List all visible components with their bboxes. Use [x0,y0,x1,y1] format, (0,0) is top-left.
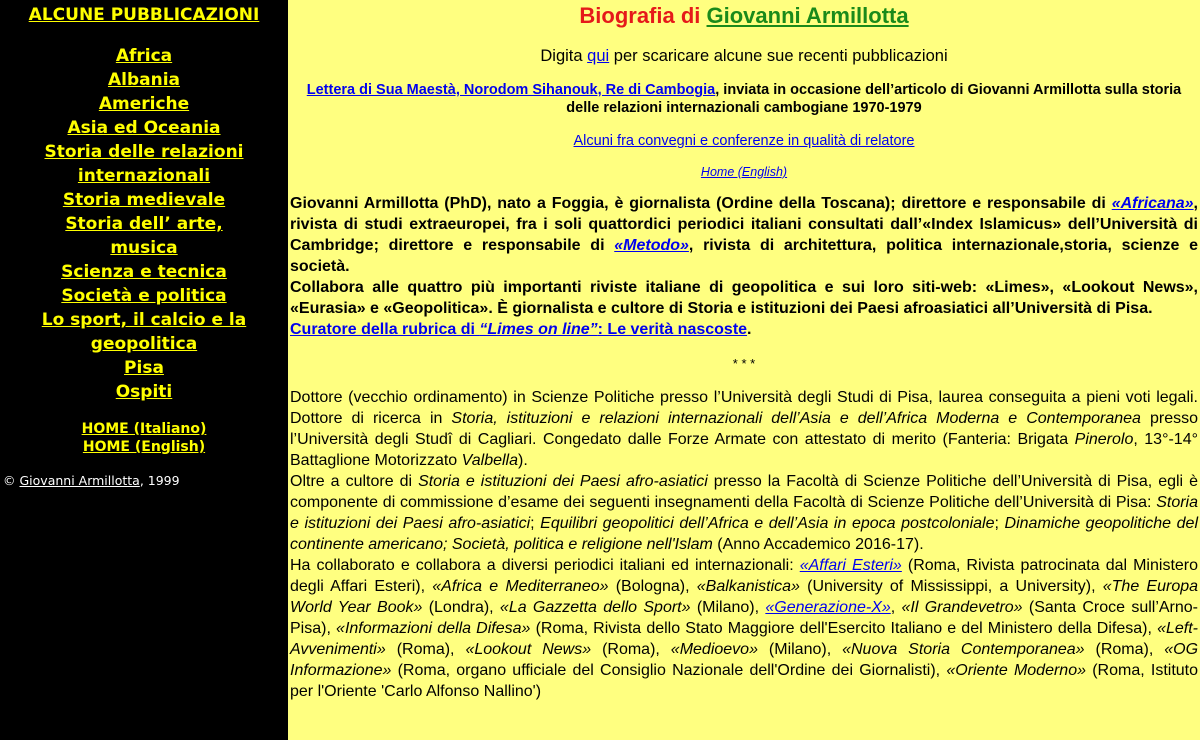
sidebar-item-africa[interactable]: Africa [115,46,173,66]
p3-t: «Medioevo» [670,641,758,658]
conferences-link[interactable]: Alcuni fra convegni e conferenze in qualità di relatore [573,133,915,149]
curatore-link[interactable] [290,321,747,338]
p3-c: «Africa e Mediterraneo» [432,578,609,595]
download-line [290,46,1198,66]
conferences [290,132,1198,150]
p2-h: Dinamiche geopolitiche del continente americano; Società, politica e religione nell'Islam [290,515,1199,553]
sidebar-nav [0,44,288,404]
sihanouk-letter-text: , inviata in occasione dell’articolo di Giovanni Armillotta sulla storia delle relazioni internazionali cambogiane 1970-1979 [566,82,1182,116]
p3-q: (Roma), [385,641,466,658]
p1-g: ). [518,452,528,469]
curatore-end: . [747,321,752,338]
download-text-after: per scaricare alcune sue recenti pubblicazioni [613,47,948,65]
p3-y: (Roma, organo ufficiale del Consiglio Nazionale dell'Ordine dei Giornalisti), [391,662,947,679]
p3-v: «Nuova Storia Contemporanea» [842,641,1085,658]
bio-summary-p2: Collabora alle quattro più importanti riviste italiane di geopolitica e sui loro siti-web: «Limes», «Lookout News», «Eurasia» e «Geopolitica». È giornalista e cultore di Storia e istituzioni dei Paesi afroasiatici all’Università di Pisa. [290,279,1198,317]
metodo-link[interactable]: «Metodo» [614,237,689,254]
p2-g: ; [994,515,1005,532]
p3-k: , [890,599,902,616]
download-qui-link[interactable]: qui [587,47,610,65]
sidebar-item-arte-musica[interactable]: Storia dell’ arte, musica [65,214,223,258]
home-english-center [290,164,1198,180]
bio1-text-c: , rivista di architettura, politica internazionale,storia, scienze e società. [290,237,1198,275]
sidebar-item-societa-politica[interactable]: Società e politica [61,286,227,306]
p2-f: Equilibri geopolitici dell’Africa e dell’Asia in epoca postcoloniale [540,515,995,532]
p3-h: (Londra), [422,599,500,616]
p2-b: Storia e istituzioni dei Paesi afro-asiatici [418,473,708,490]
curatore-text-c: : Le verità nascoste [597,321,748,338]
affari-esteri-link[interactable]: «Affari Esteri» [799,557,902,574]
p3-r: «Lookout News» [465,641,592,658]
page-title-name-link[interactable]: Giovanni Armillotta [706,3,909,28]
p1-e: , 13°-14° Battaglione Motorizzato [290,431,1199,469]
p3-f: (University of Mississippi, a University), [799,578,1103,595]
page-title-prefix: Biografia di [579,3,701,28]
p3-p: «Left-Avvenimenti» [290,620,1198,658]
generazione-x-link[interactable]: «Generazione-X» [765,599,891,616]
p1-a: Dottore (vecchio ordinamento) in Scienze Politiche presso l’Università degli Studi di Pisa, laurea conseguita a pieni voti legali. Dottore di ricerca in [290,389,1198,427]
p3-a: Ha collaborato e collabora a diversi periodici italiani ed internazionali: [290,557,800,574]
p2-e: ; [530,515,541,532]
sidebar [0,0,288,740]
africana-link[interactable]: «Africana» [1111,195,1194,212]
copyright [0,473,288,488]
copyright-year: , 1999 [139,473,180,488]
bio-paragraph-2 [290,471,1198,555]
curatore-text-a: Curatore della rubrica di [290,321,480,338]
download-text-before: Digita [540,47,583,65]
p3-x: «OG Informazione» [290,641,1199,679]
p1-d: Pinerolo [1074,431,1134,448]
p3-g: «The Europa World Year Book» [290,578,1199,616]
sidebar-item-albania[interactable]: Albania [107,70,181,90]
p3-e: «Balkanistica» [696,578,800,595]
sidebar-item-sport-calcio[interactable]: Lo sport, il calcio e la geopolitica [41,310,247,354]
p3-o: (Roma, Rivista dello Stato Maggiore dell'Esercito Italiano e del Ministero della Difesa), [530,620,1158,637]
main-content [288,0,1200,740]
bio-paragraph-1 [290,387,1198,471]
bio-paragraph-3 [290,555,1198,702]
bio-summary [290,193,1198,340]
p3-i: «La Gazzetta dello Sport» [499,599,691,616]
p3-j: (Milano), [690,599,766,616]
p1-f: Valbella [461,452,518,469]
section-divider: * * * [732,356,756,371]
home-italiano-link[interactable]: HOME (Italiano) [81,421,207,437]
sidebar-home-links [0,420,288,456]
sidebar-title-link[interactable]: ALCUNE PUBBLICAZIONI [28,5,260,25]
sihanouk-letter-link[interactable]: Lettera di Sua Maestà, Norodom Sihanouk, Re di Cambogia [306,82,716,98]
p1-c: presso l’Università degli Studî di Cagliari. Congedato dalle Forze Armate con attestato di merito (Fanteria: Brigata [290,410,1199,448]
page-title [290,3,1198,29]
home-english-link[interactable]: HOME (English) [82,439,206,455]
p3-b: (Roma, Rivista patrocinata dal Ministero degli Affari Esteri), [290,557,1199,595]
p1-b: Storia, istituzioni e relazioni internazionali dell’Asia e dell’Africa Moderna e Contemporanea [451,410,1141,427]
sidebar-item-scienza-tecnica[interactable]: Scienza e tecnica [61,262,227,282]
sidebar-item-asia-oceania[interactable]: Asia ed Oceania [67,118,221,138]
bio1-text-a: Giovanni Armillotta (PhD), nato a Foggia, è giornalista (Ordine della Toscana); direttore e responsabile di [290,195,1112,212]
p2-d: Storia e istituzioni dei Paesi afro-asiatici [290,494,1198,532]
p3-end: (Roma, Istituto per l'Oriente 'Carlo Alfonso Nallino') [290,662,1199,700]
p3-s: (Roma), [591,641,671,658]
p3-u: (Milano), [757,641,843,658]
p3-d: (Bologna), [608,578,697,595]
sidebar-item-storia-medievale[interactable]: Storia medievale [62,190,226,210]
sidebar-item-ospiti[interactable]: Ospiti [115,382,173,402]
curatore-text-b: “Limes on line” [479,321,598,338]
p3-m: (Santa Croce sull’Arno-Pisa), [290,599,1198,637]
p2-i: (Anno Accademico 2016-17). [712,536,924,553]
home-english-center-link[interactable]: Home (English) [700,165,788,179]
p3-w: (Roma), [1084,641,1165,658]
p2-a: Oltre a cultore di [290,473,419,490]
sidebar-item-relazioni-internazionali[interactable]: Storia delle relazioni internazionali [44,142,244,186]
bio1-text-b: , rivista di studi extraeuropei, fra i soli quattordici periodici italiani consultati dall’«Index Islamicus» dell’Università di Cambridge; direttore e responsabile di [290,195,1198,254]
p3-z: «Oriente Moderno» [946,662,1086,679]
copyright-symbol: © [3,473,16,488]
p3-n: «Informazioni della Difesa» [336,620,531,637]
p3-l: «Il Grandevetro» [901,599,1023,616]
sidebar-item-americhe[interactable]: Americhe [98,94,190,114]
sihanouk-letter [290,81,1198,117]
bio-details [290,387,1198,702]
bio-summary-p1 [290,193,1198,277]
bio-summary-p3 [290,319,1198,340]
sidebar-item-pisa[interactable]: Pisa [124,358,164,378]
p2-c: presso la Facoltà di Scienze Politiche dell’Università di Pisa, egli è componente di commissione d’esame dei seguenti insegnamenti della Facoltà di Scienze Politiche dell’Università di Pisa: [290,473,1199,511]
copyright-author-link[interactable]: Giovanni Armillotta [19,473,140,488]
